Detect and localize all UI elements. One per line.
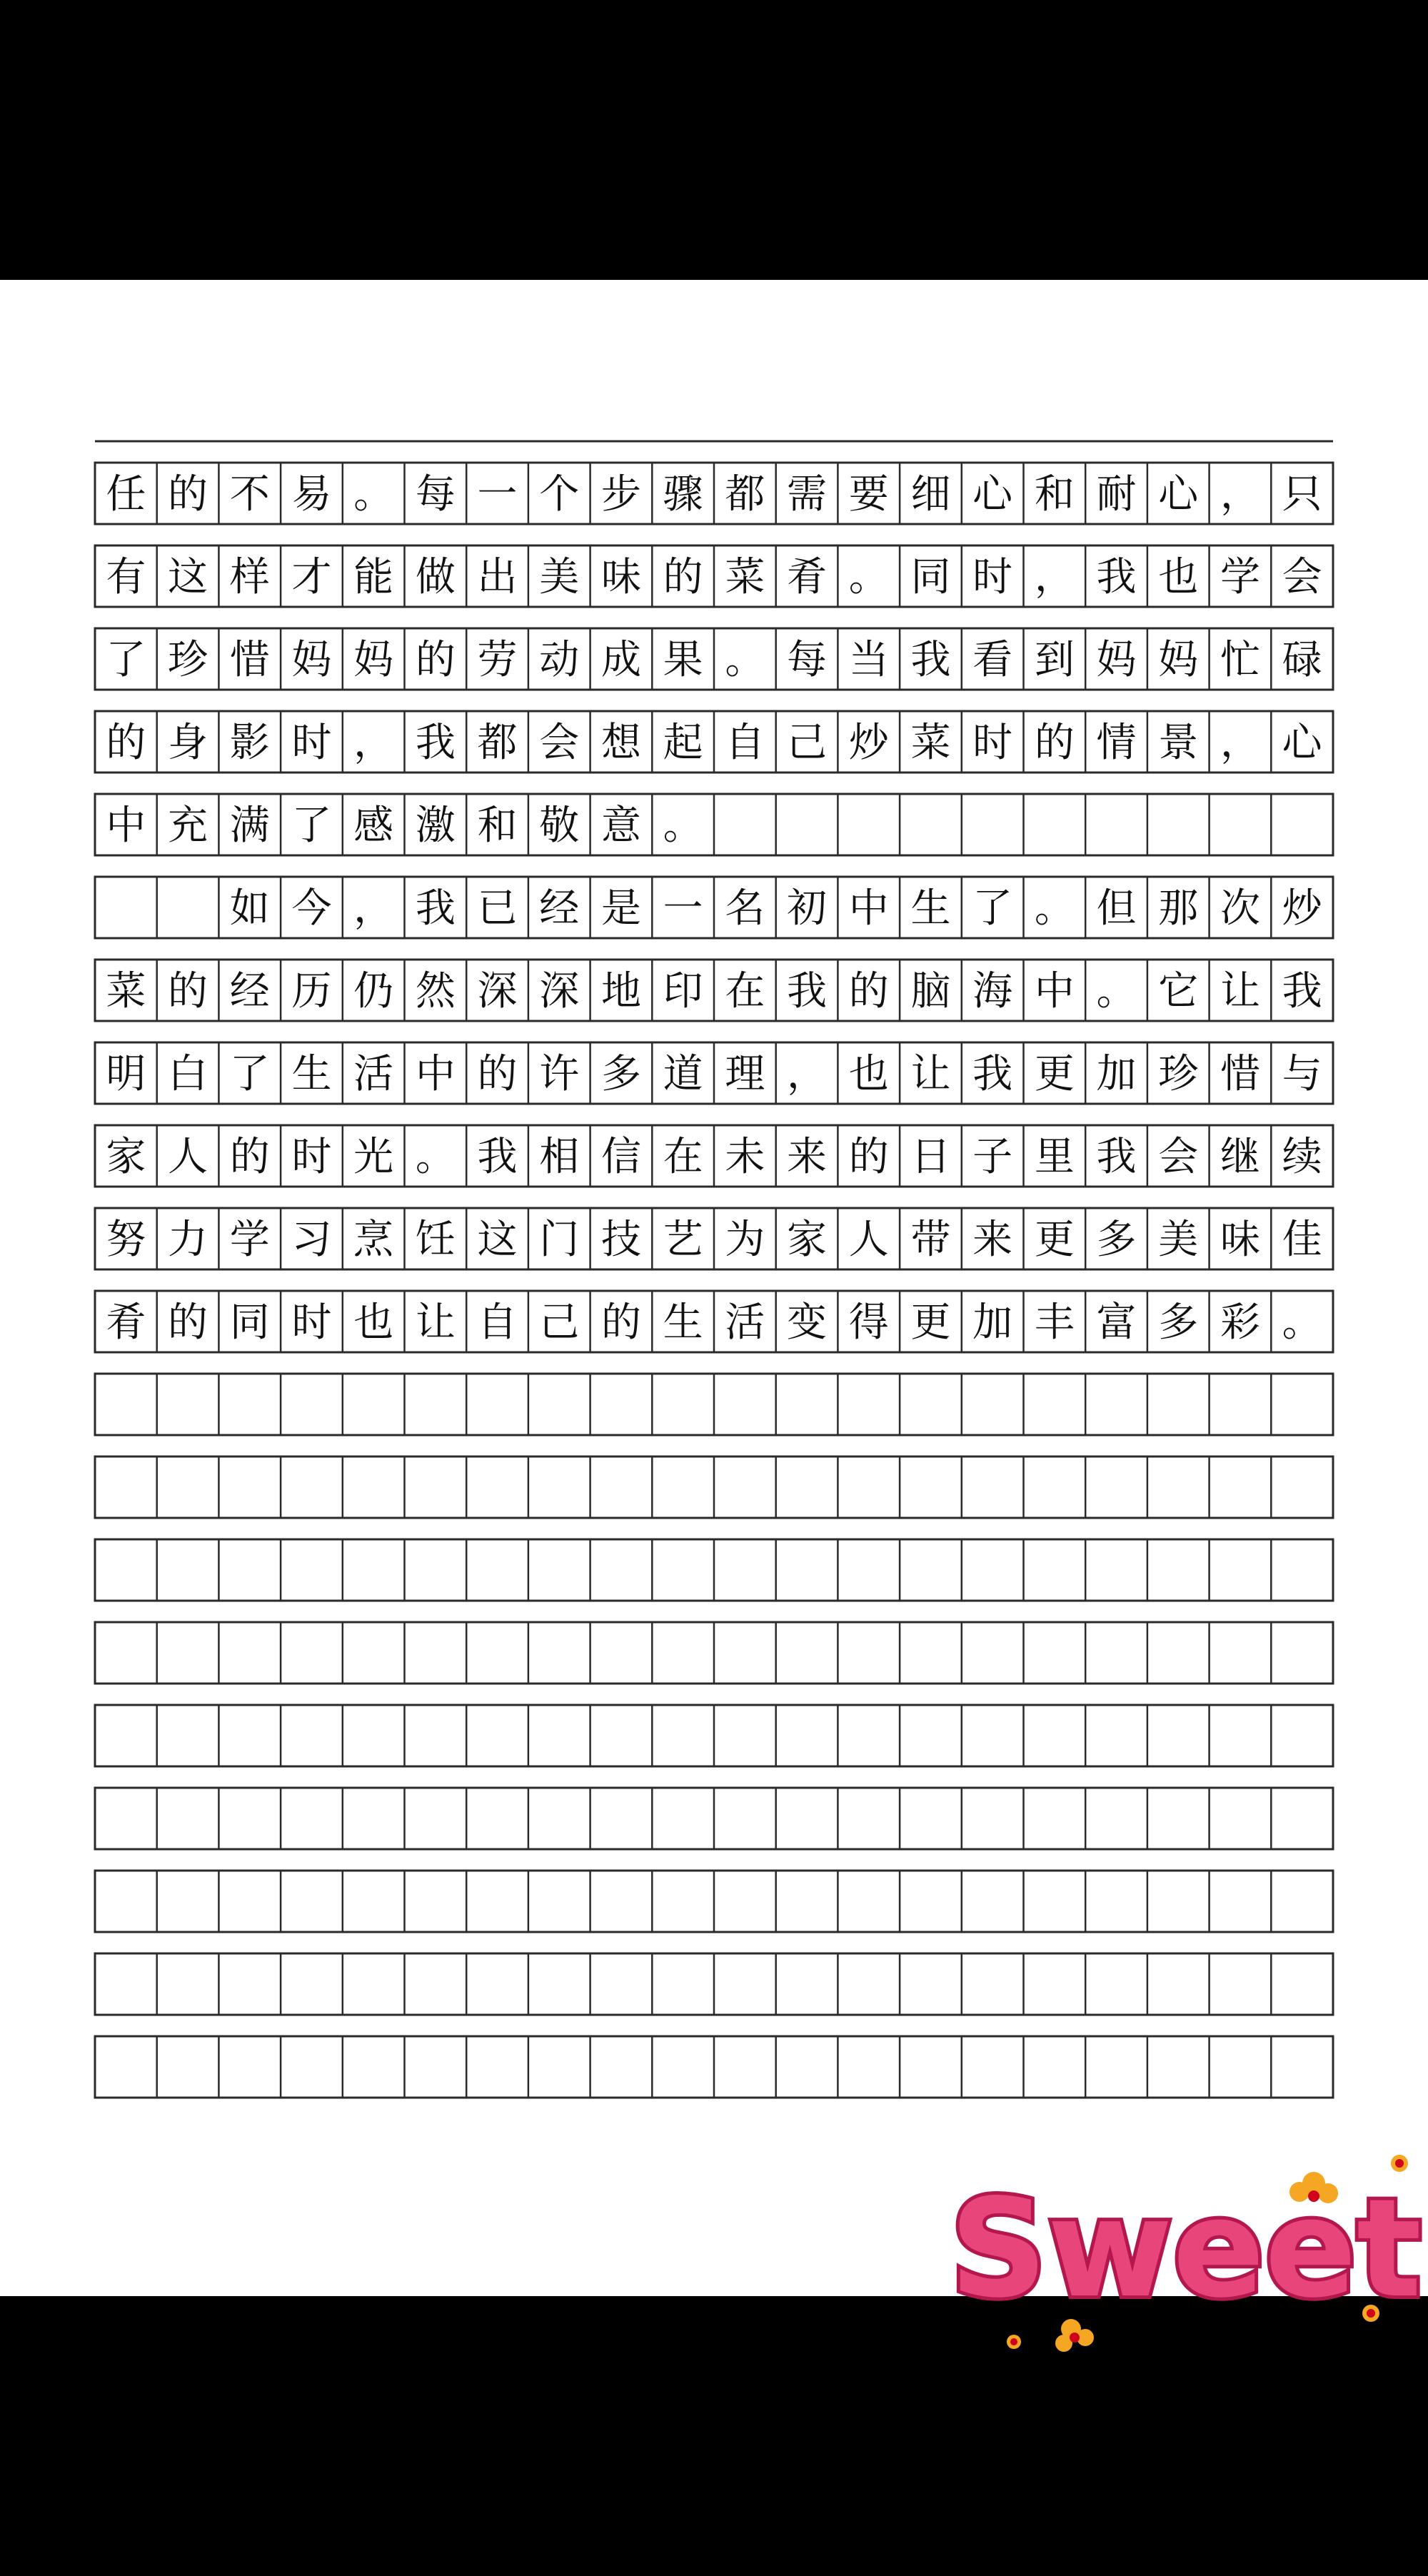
grid-character: 明 [106, 1051, 146, 1097]
grid-character: 能 [353, 554, 394, 600]
grid-character: 我 [415, 720, 456, 766]
grid-character: 我 [787, 968, 828, 1015]
grid-character: 然 [415, 968, 456, 1015]
grid-row [95, 1622, 1333, 1684]
grid-character: 也 [1158, 554, 1199, 600]
grid-character: 一 [663, 885, 703, 932]
grid-character: 人 [168, 1134, 208, 1180]
sweet-sticker [942, 2135, 1428, 2363]
grid-character: 的 [168, 968, 208, 1015]
grid-character: 学 [229, 1217, 270, 1263]
grid-character: 仍 [353, 968, 394, 1015]
grid-character: 炒 [1282, 885, 1322, 932]
grid-character: 妈 [1096, 637, 1137, 683]
grid-character: 细 [910, 471, 951, 518]
grid-character: 起 [663, 720, 703, 766]
grid-character: 肴 [787, 554, 828, 600]
grid-character: 菜 [910, 720, 951, 766]
grid-row [95, 1125, 1333, 1187]
grid-character: 的 [600, 1299, 641, 1346]
grid-character: 了 [106, 637, 146, 683]
grid-character: 自 [725, 720, 765, 766]
grid-character: 同 [910, 554, 951, 600]
grid-character: 多 [1096, 1217, 1137, 1263]
grid-character: 都 [477, 720, 518, 766]
top-letterbox-bar [0, 0, 1428, 280]
grid-character: 如 [229, 885, 270, 932]
grid-character: 同 [229, 1299, 270, 1346]
grid-character: 妈 [291, 637, 332, 683]
grid-character: 看 [972, 637, 1013, 683]
grid-character: 中 [106, 803, 146, 849]
grid-character: 活 [353, 1051, 394, 1097]
grid-character: 的 [477, 1051, 518, 1097]
grid-character: 意 [600, 803, 641, 849]
grid-row [95, 628, 1333, 690]
grid-character: 个 [539, 471, 580, 518]
grid-character: 了 [229, 1051, 270, 1097]
grid-character: ， [353, 720, 394, 766]
grid-row [95, 1788, 1333, 1849]
grid-character: ， [1220, 471, 1260, 518]
grid-row [95, 545, 1333, 607]
grid-character: 的 [168, 1299, 208, 1346]
grid-character: 我 [1282, 968, 1322, 1015]
grid-character: 每 [415, 471, 456, 518]
grid-character: 海 [972, 968, 1013, 1015]
grid-character: 佳 [1282, 1217, 1322, 1263]
grid-character: 珍 [1158, 1051, 1199, 1097]
grid-character: 多 [600, 1051, 641, 1097]
grid-character: ， [1034, 554, 1075, 600]
sweet-sticker-logo [942, 2135, 1428, 2363]
grid-row [95, 1208, 1333, 1269]
grid-character: 炒 [848, 720, 889, 766]
manuscript-grid [95, 441, 1333, 2096]
grid-character: 名 [725, 885, 765, 932]
grid-character: 带 [910, 1217, 951, 1263]
grid-character: 任 [106, 471, 146, 518]
grid-character: 满 [229, 803, 270, 849]
grid-character: 心 [972, 471, 1013, 518]
grid-character: 自 [477, 1299, 518, 1346]
grid-character: 加 [1096, 1051, 1137, 1097]
grid-character: 影 [229, 720, 270, 766]
grid-character: 一 [477, 471, 518, 518]
grid-character: 丰 [1034, 1299, 1075, 1346]
grid-character: 中 [848, 885, 889, 932]
grid-character: 劳 [477, 637, 518, 683]
grid-character: 。 [415, 1134, 456, 1180]
grid-character: 来 [787, 1134, 828, 1180]
grid-character: 。 [1096, 968, 1137, 1015]
grid-character: 但 [1096, 885, 1137, 932]
grid-character: 了 [291, 803, 332, 849]
grid-character: 也 [353, 1299, 394, 1346]
grid-character: 妈 [1158, 637, 1199, 683]
grid-character: ， [787, 1051, 828, 1097]
grid-character: 心 [1282, 720, 1322, 766]
grid-character: 力 [168, 1217, 208, 1263]
grid-row [95, 1042, 1333, 1104]
grid-row [95, 1539, 1333, 1601]
grid-character: 家 [106, 1134, 146, 1180]
grid-character: 续 [1282, 1134, 1322, 1180]
grid-svg [95, 441, 1333, 2096]
grid-character: 未 [725, 1134, 765, 1180]
grid-character: 习 [291, 1217, 332, 1263]
grid-character: 中 [1034, 968, 1075, 1015]
grid-character: 果 [663, 637, 703, 683]
grid-character: 美 [1158, 1217, 1199, 1263]
grid-character: 时 [972, 554, 1013, 600]
grid-character: 经 [229, 968, 270, 1015]
grid-character: 印 [663, 968, 703, 1015]
grid-character: 里 [1034, 1134, 1075, 1180]
composition-paper [0, 280, 1428, 2296]
grid-character: 初 [787, 885, 828, 932]
grid-character: 的 [848, 1134, 889, 1180]
grid-character: 的 [415, 637, 456, 683]
grid-character: 当 [848, 637, 889, 683]
grid-character: 让 [910, 1051, 951, 1097]
grid-character: 我 [415, 885, 456, 932]
grid-character: 才 [291, 554, 332, 600]
grid-character: 碌 [1282, 637, 1322, 683]
grid-character: 肴 [106, 1299, 146, 1346]
grid-character: 深 [477, 968, 518, 1015]
grid-character: 美 [539, 554, 580, 600]
grid-character: 艺 [663, 1217, 703, 1263]
grid-character: 中 [415, 1051, 456, 1097]
grid-character: 在 [725, 968, 765, 1015]
grid-character: 我 [477, 1134, 518, 1180]
grid-character: 和 [477, 803, 518, 849]
grid-character: 己 [539, 1299, 580, 1346]
grid-character: 步 [600, 471, 641, 518]
grid-row [95, 794, 1333, 855]
grid-character: 更 [1034, 1051, 1075, 1097]
grid-character: 它 [1158, 968, 1199, 1015]
grid-character: 已 [477, 885, 518, 932]
grid-character: 惜 [1220, 1051, 1260, 1097]
grid-character: 生 [663, 1299, 703, 1346]
grid-character: 生 [910, 885, 951, 932]
grid-character: 的 [663, 554, 703, 600]
grid-character: 我 [1096, 1134, 1137, 1180]
grid-character: 珍 [168, 637, 208, 683]
grid-character: 地 [600, 968, 641, 1015]
grid-character: 让 [415, 1299, 456, 1346]
grid-character: 为 [725, 1217, 765, 1263]
grid-character: 和 [1034, 471, 1075, 518]
grid-row [95, 463, 1333, 524]
grid-character: 味 [600, 554, 641, 600]
grid-character: ， [353, 885, 394, 932]
grid-character: 得 [848, 1299, 889, 1346]
grid-character: 做 [415, 554, 456, 600]
grid-character: 想 [600, 720, 641, 766]
grid-character: 味 [1220, 1217, 1260, 1263]
grid-character: 历 [291, 968, 332, 1015]
grid-character: 的 [168, 471, 208, 518]
grid-character: 技 [600, 1217, 641, 1263]
grid-character: 动 [539, 637, 580, 683]
grid-character: 也 [848, 1051, 889, 1097]
grid-character: 样 [229, 554, 270, 600]
grid-row [95, 711, 1333, 773]
grid-character: 耐 [1096, 471, 1137, 518]
grid-character: 道 [663, 1051, 703, 1097]
grid-row [95, 1953, 1333, 2015]
grid-row [95, 1705, 1333, 1766]
grid-character: 的 [229, 1134, 270, 1180]
grid-character: 的 [1034, 720, 1075, 766]
grid-character: 相 [539, 1134, 580, 1180]
grid-character: 次 [1220, 885, 1260, 932]
grid-character: 会 [1282, 554, 1322, 600]
grid-character: 需 [787, 471, 828, 518]
grid-character: 己 [787, 720, 828, 766]
grid-character: 的 [848, 968, 889, 1015]
sticker-text: Sweet [950, 2170, 1422, 2328]
grid-character: 会 [1158, 1134, 1199, 1180]
grid-character: 不 [229, 471, 270, 518]
grid-character: 日 [910, 1134, 951, 1180]
grid-character: 门 [539, 1217, 580, 1263]
grid-row [95, 1456, 1333, 1518]
grid-character: ， [1220, 720, 1260, 766]
grid-row [95, 1374, 1333, 1435]
grid-character: 白 [168, 1051, 208, 1097]
grid-row [95, 877, 1333, 938]
grid-row [95, 1871, 1333, 1932]
grid-character: 惜 [229, 637, 270, 683]
grid-character: 景 [1158, 720, 1199, 766]
grid-row [95, 2036, 1333, 2098]
grid-character: 家 [787, 1217, 828, 1263]
grid-character: 。 [1034, 885, 1075, 932]
grid-character: 人 [848, 1217, 889, 1263]
grid-row [95, 1291, 1333, 1352]
grid-character: 有 [106, 554, 146, 600]
grid-character: 情 [1096, 720, 1137, 766]
grid-character: 子 [972, 1134, 1013, 1180]
grid-character: 今 [291, 885, 332, 932]
grid-character: 脑 [910, 968, 951, 1015]
grid-character: 这 [477, 1217, 518, 1263]
grid-character: 会 [539, 720, 580, 766]
grid-character: 妈 [353, 637, 394, 683]
grid-character: 。 [1282, 1299, 1322, 1346]
grid-character: 许 [539, 1051, 580, 1097]
grid-character: 菜 [106, 968, 146, 1015]
grid-character: 时 [972, 720, 1013, 766]
grid-character: 心 [1158, 471, 1199, 518]
grid-character: 。 [663, 803, 703, 849]
grid-character: 敬 [539, 803, 580, 849]
grid-character: 让 [1220, 968, 1260, 1015]
grid-character: 是 [600, 885, 641, 932]
grid-character: 多 [1158, 1299, 1199, 1346]
grid-character: 成 [600, 637, 641, 683]
grid-character: 学 [1220, 554, 1260, 600]
grid-character: 。 [725, 637, 765, 683]
grid-character: 光 [353, 1134, 394, 1180]
grid-character: 这 [168, 554, 208, 600]
grid-character: 出 [477, 554, 518, 600]
grid-character: 时 [291, 720, 332, 766]
grid-character: 生 [291, 1051, 332, 1097]
grid-character: 饪 [415, 1217, 456, 1263]
grid-character: 活 [725, 1299, 765, 1346]
grid-row [95, 960, 1333, 1021]
grid-character: 充 [168, 803, 208, 849]
grid-character: 了 [972, 885, 1013, 932]
grid-character: 加 [972, 1299, 1013, 1346]
grid-character: 我 [1096, 554, 1137, 600]
grid-character: 深 [539, 968, 580, 1015]
grid-character: 都 [725, 471, 765, 518]
grid-character: 信 [600, 1134, 641, 1180]
grid-character: 我 [910, 637, 951, 683]
grid-character: 只 [1282, 471, 1322, 518]
grid-character: 易 [291, 471, 332, 518]
grid-character: 更 [1034, 1217, 1075, 1263]
grid-character: 要 [848, 471, 889, 518]
grid-character: 继 [1220, 1134, 1260, 1180]
grid-character: 在 [663, 1134, 703, 1180]
grid-character: 时 [291, 1299, 332, 1346]
grid-character: 更 [910, 1299, 951, 1346]
grid-character: 烹 [353, 1217, 394, 1263]
grid-character: 。 [353, 471, 394, 518]
grid-character: 变 [787, 1299, 828, 1346]
grid-character: 理 [725, 1051, 765, 1097]
grid-character: 那 [1158, 885, 1199, 932]
grid-character: 来 [972, 1217, 1013, 1263]
grid-character: 富 [1096, 1299, 1137, 1346]
grid-character: 忙 [1220, 637, 1260, 683]
grid-character: 。 [848, 554, 889, 600]
grid-character: 我 [972, 1051, 1013, 1097]
grid-character: 彩 [1220, 1299, 1260, 1346]
grid-character: 努 [106, 1217, 146, 1263]
grid-character: 激 [415, 803, 456, 849]
grid-character: 骤 [663, 471, 703, 518]
flower-icon [1007, 2335, 1021, 2349]
grid-character: 与 [1282, 1051, 1322, 1097]
grid-character: 菜 [725, 554, 765, 600]
grid-character: 到 [1034, 637, 1075, 683]
grid-character: 的 [106, 720, 146, 766]
grid-character: 感 [353, 803, 394, 849]
grid-character: 每 [787, 637, 828, 683]
grid-character: 经 [539, 885, 580, 932]
grid-character: 时 [291, 1134, 332, 1180]
grid-character: 身 [168, 720, 208, 766]
